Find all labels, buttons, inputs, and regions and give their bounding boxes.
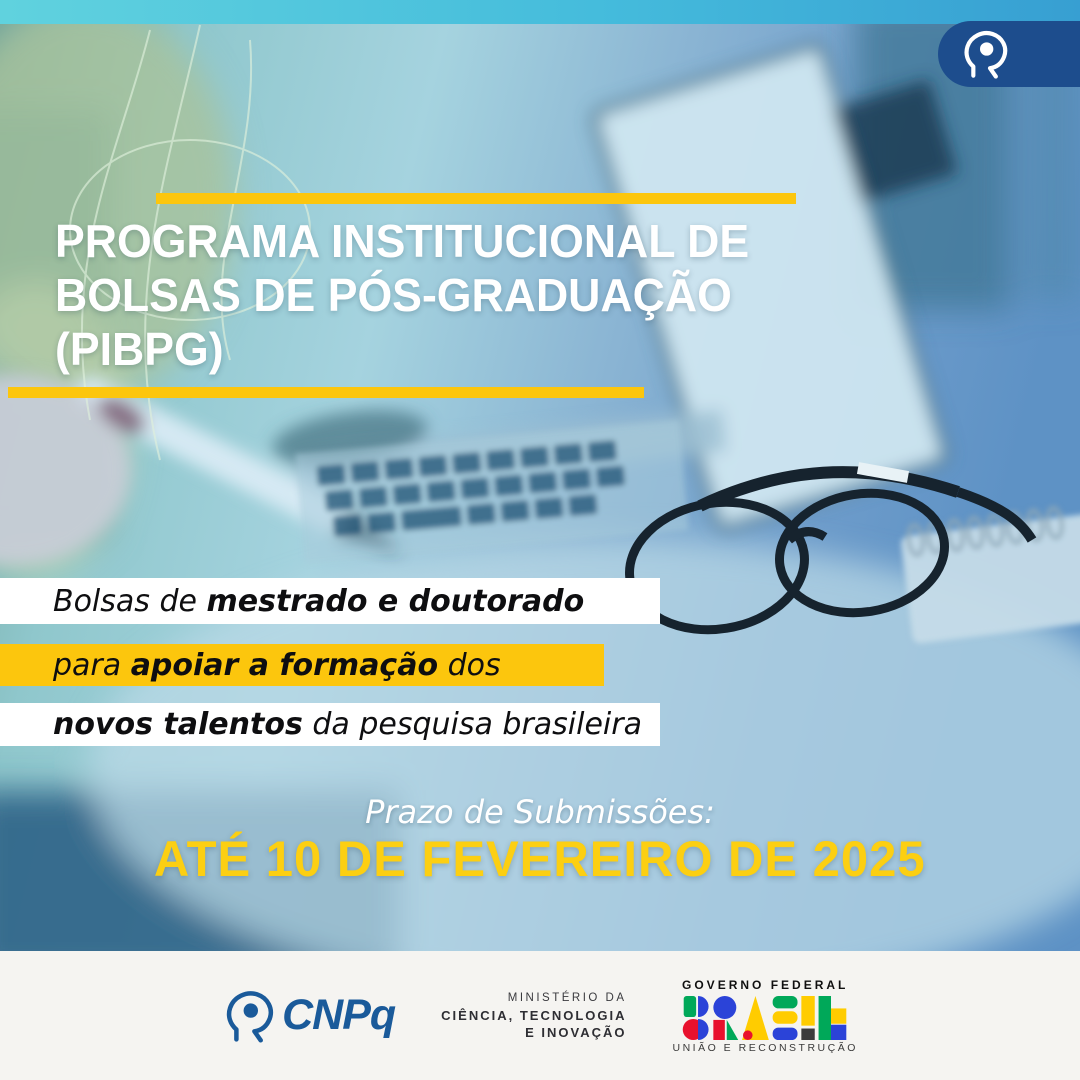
brasil-logo-icon [681, 996, 849, 1040]
title-rule-top [156, 193, 796, 204]
cnpq-logo-text: CNPq [282, 991, 396, 1039]
highlight-2-text-b: dos [438, 647, 501, 683]
highlight-bar-2 [0, 644, 604, 686]
highlight-3-bold: novos talentos [53, 707, 303, 742]
highlight-2-bold: apoiar a formação [130, 647, 439, 683]
cnpq-logo [222, 989, 395, 1043]
highlight-3-text: da pesquisa brasileira [302, 707, 642, 742]
poster-title [55, 214, 771, 376]
ministry-line-2: CIÊNCIA, TECNOLOGIA [441, 1008, 627, 1023]
cnpq-corner-pill [938, 21, 1080, 87]
highlight-2-text-a: para [53, 647, 131, 683]
title-line-3: (PIBPG) [55, 323, 224, 375]
highlight-1-bold: mestrado e doutorado [206, 583, 585, 619]
title-line-1: PROGRAMA INSTITUCIONAL DE [55, 215, 750, 267]
ministry-line-1: MINISTÉRIO DA [507, 992, 627, 1004]
ministry-block [441, 990, 626, 1041]
deadline-date-text: ATÉ 10 DE FEVEREIRO DE 2025 [154, 831, 926, 887]
footer [0, 951, 1080, 1080]
highlight-bar-1 [0, 578, 660, 624]
top-gradient-strip [0, 0, 1080, 24]
title-line-2: BOLSAS DE PÓS-GRADUAÇÃO [55, 269, 732, 321]
government-block [673, 978, 858, 1054]
ministry-line-3: E INOVAÇÃO [525, 1025, 627, 1040]
deadline-label: Prazo de Submissões: [365, 793, 715, 831]
deadline-date [0, 830, 1080, 888]
governo-federal-label: GOVERNO FEDERAL [682, 977, 849, 992]
uniao-reconstrucao-label: UNIÃO E RECONSTRUÇÃO [672, 1041, 858, 1054]
highlight-bar-3 [0, 703, 660, 746]
cnpq-head-icon [222, 989, 276, 1043]
title-rule-bottom [8, 387, 644, 398]
highlight-1-text: Bolsas de [53, 583, 207, 619]
cnpq-mark-icon [960, 29, 1010, 79]
